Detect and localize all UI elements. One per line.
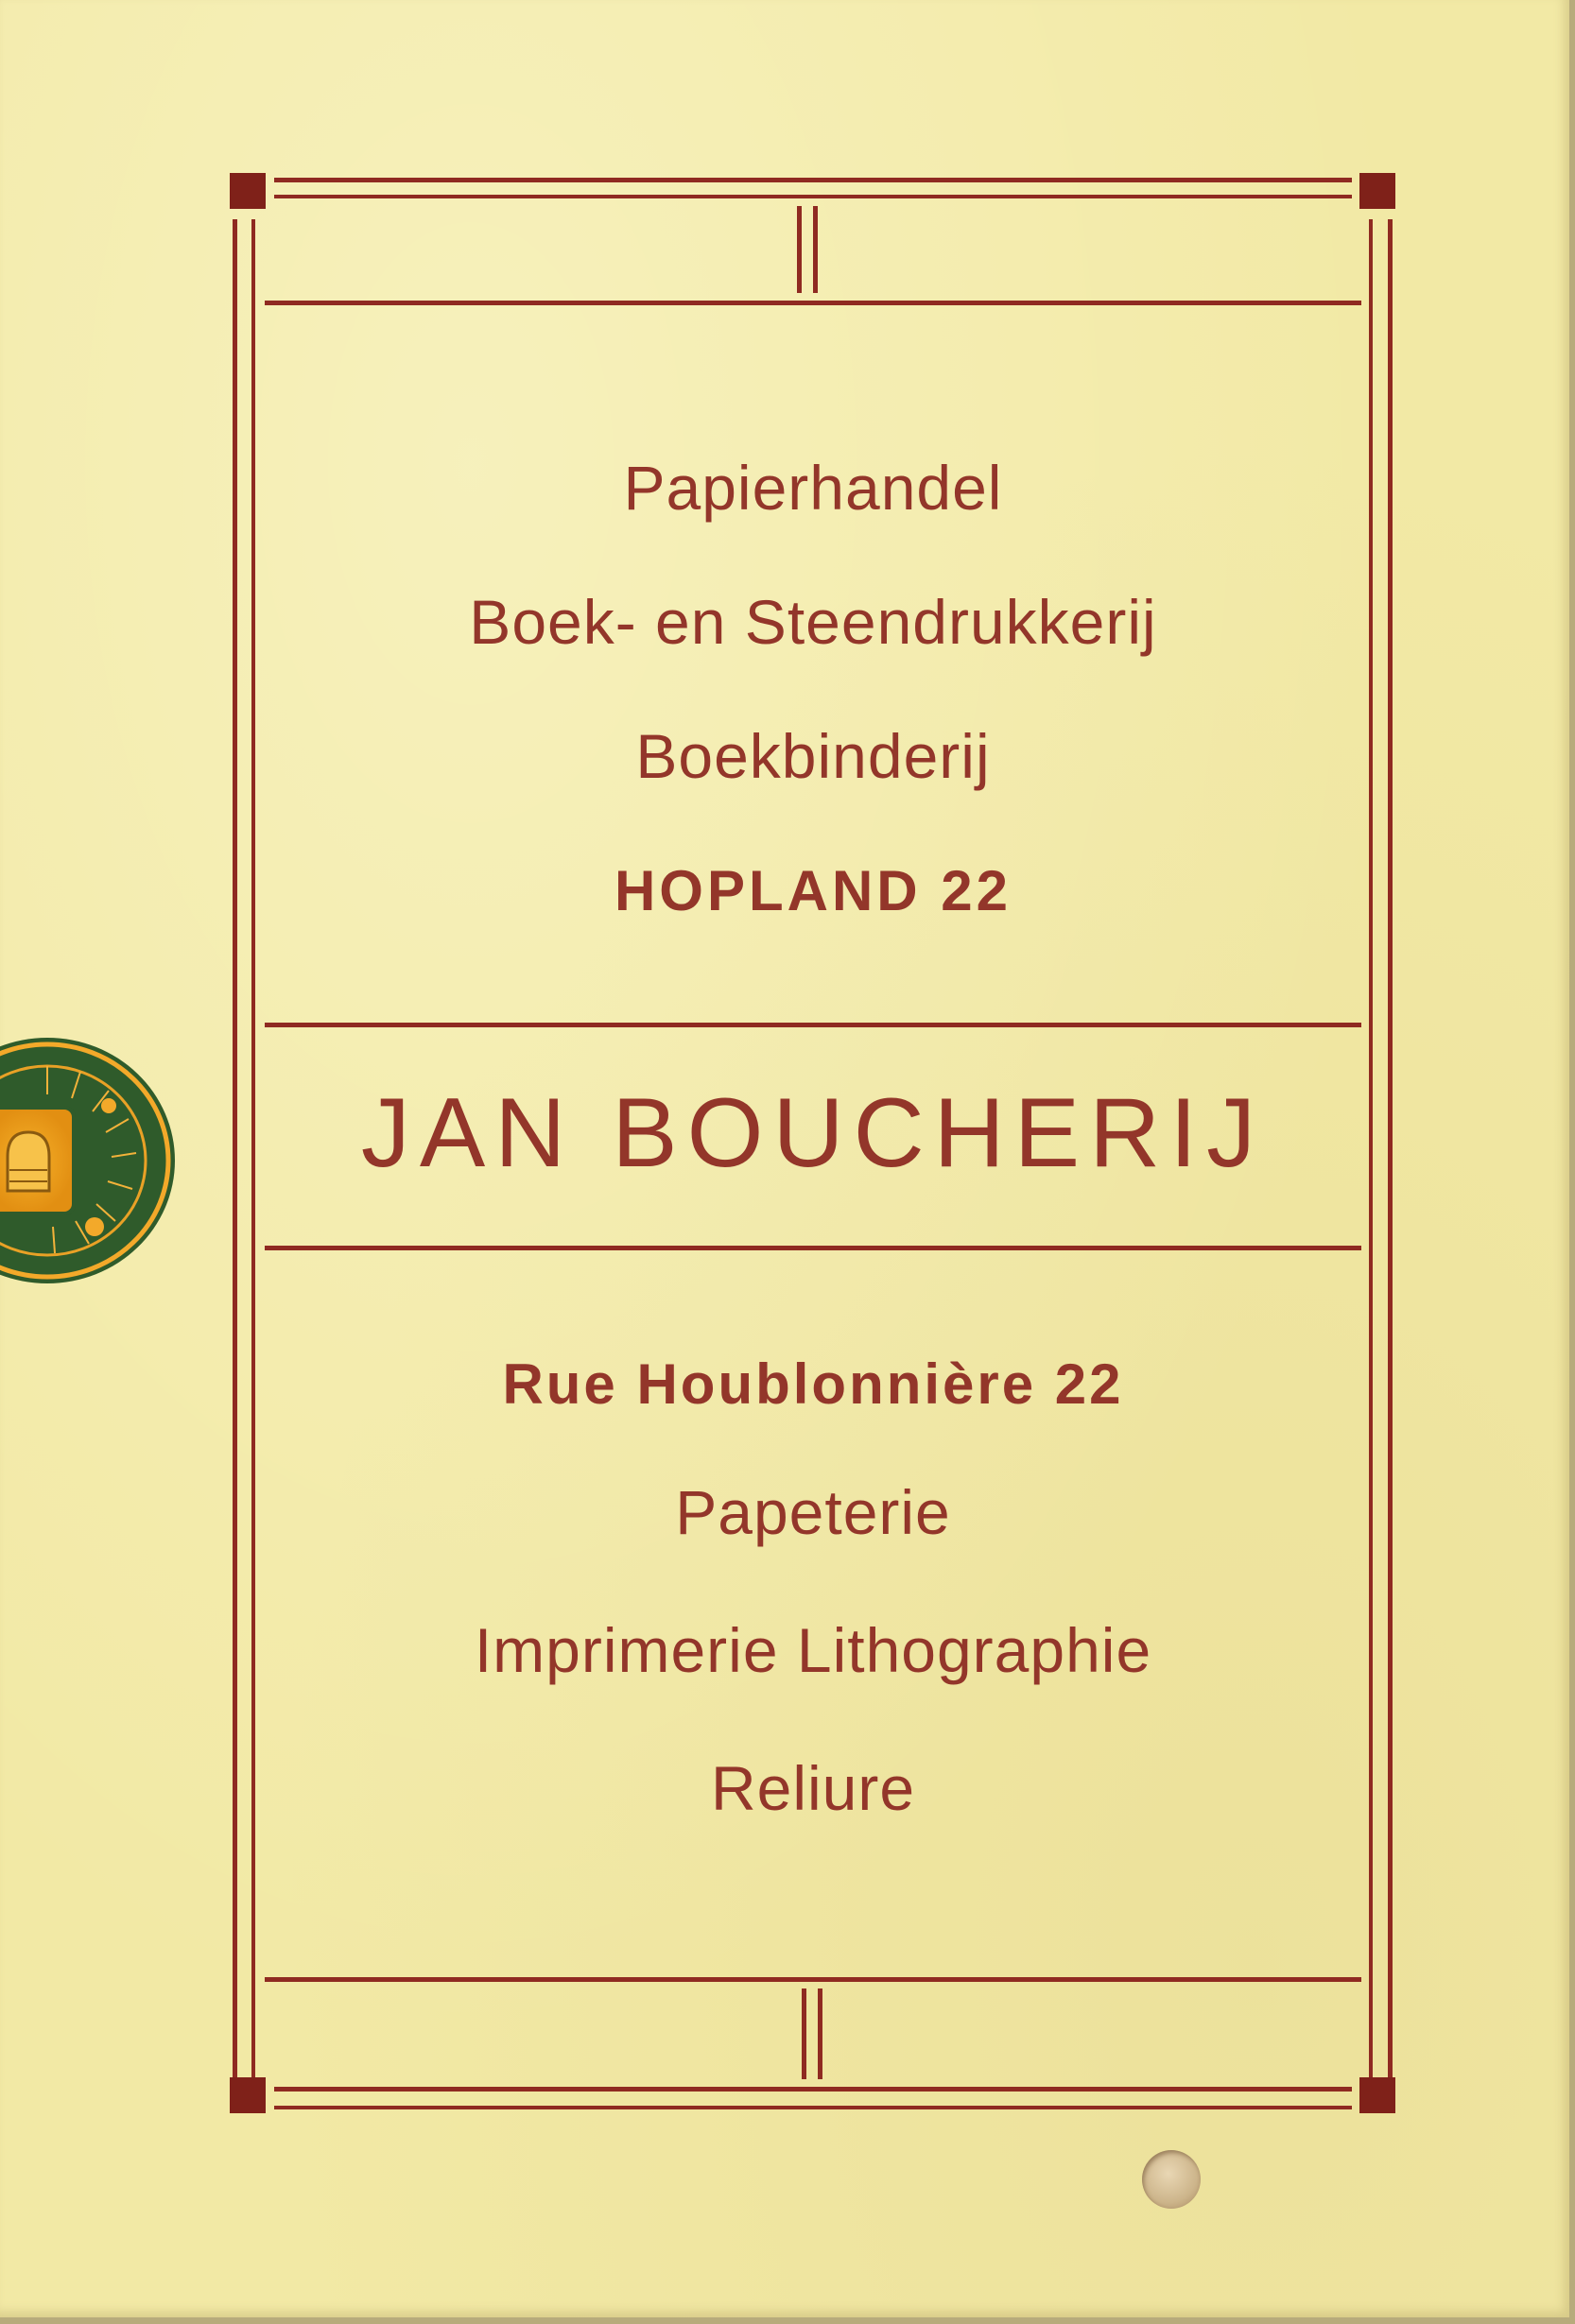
name-band-rule-bottom: [265, 1246, 1361, 1250]
merchant-name: JAN BOUCHERIJ: [360, 1078, 1266, 1188]
french-trade-printing: Imprimerie Lithographie: [474, 1615, 1152, 1685]
dutch-trade-printing: Boek- en Steendrukkerij: [469, 587, 1157, 657]
frame-right-rule-inner: [1369, 219, 1373, 2081]
name-band-rule-top: [265, 1023, 1361, 1027]
corner-ornament-bottom-right: [1359, 2077, 1395, 2113]
corner-ornament-bottom-left: [230, 2077, 266, 2113]
top-center-bar-right: [813, 206, 818, 293]
header-band-rule: [265, 301, 1361, 305]
bottom-center-bar-left: [802, 1988, 806, 2079]
french-address: Rue Houblonnière 22: [502, 1352, 1124, 1416]
french-trade-reliure: Reliure: [710, 1753, 916, 1823]
frame-top-rule-outer: [274, 178, 1352, 182]
corner-ornament-top-left: [230, 173, 266, 209]
punch-hole: [1142, 2150, 1201, 2209]
frame-top-rule-inner: [274, 195, 1352, 198]
top-center-bar-left: [797, 206, 802, 293]
frame-bottom-rule-inner: [274, 2106, 1352, 2109]
bottom-center-bar-right: [818, 1988, 822, 2079]
dutch-address: HOPLAND 22: [614, 859, 1012, 922]
frame-left-rule-inner: [251, 219, 255, 2081]
seal-sticker-icon: [0, 1028, 180, 1293]
frame-left-rule-outer: [233, 219, 237, 2081]
french-trade-papeterie: Papeterie: [675, 1477, 951, 1547]
dutch-trade-papierhandel: Papierhandel: [623, 453, 1003, 523]
frame-right-rule-outer: [1388, 219, 1393, 2081]
frame-bottom-rule-outer: [274, 2087, 1352, 2092]
dutch-trade-bookbinding: Boekbinderij: [635, 721, 991, 791]
corner-ornament-top-right: [1359, 173, 1395, 209]
footer-band-rule: [265, 1977, 1361, 1982]
